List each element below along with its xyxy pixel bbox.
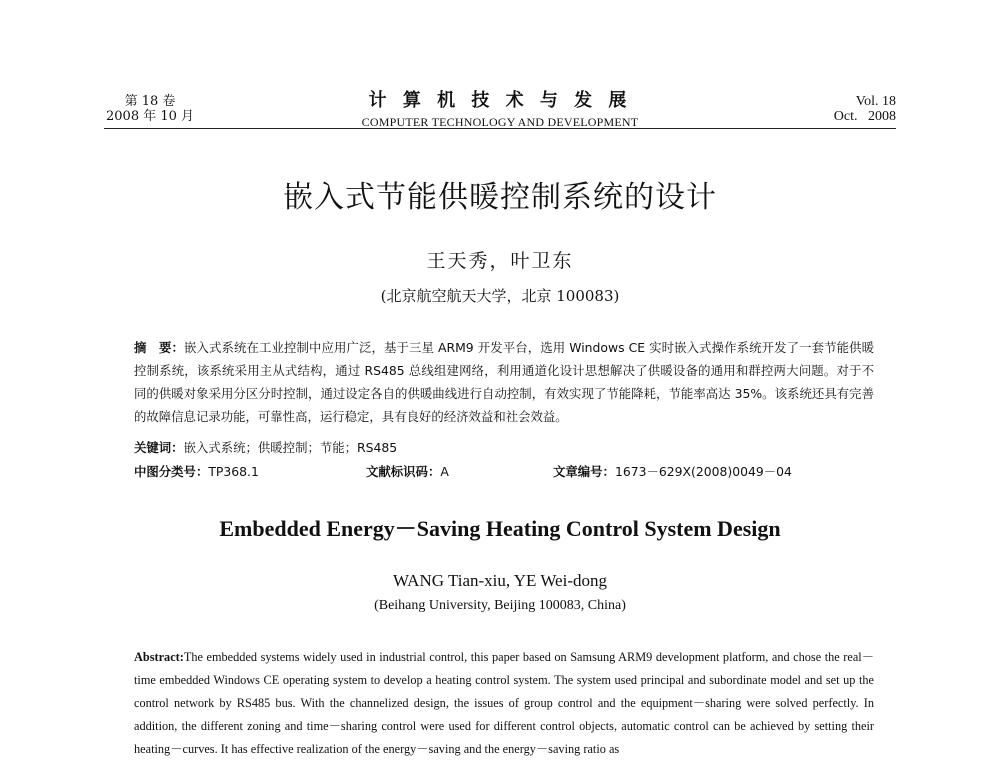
abstract-cn-label: 摘 要： [134, 340, 184, 355]
article-number-value: 1673－629X(2008)0049－04 [614, 464, 792, 479]
header-right [834, 94, 896, 124]
authors-cn: 王天秀，叶卫东 [426, 250, 574, 272]
article-number-label: 文章编号： [553, 464, 615, 479]
volume-en: Vol. 18 [855, 94, 896, 109]
article-number [553, 462, 792, 480]
keywords-cn-text: 嵌入式系统；供暖控制；节能；RS485 [183, 440, 398, 455]
keywords-cn [134, 438, 397, 456]
document-code [366, 462, 449, 480]
doc-code-value: A [440, 464, 449, 479]
paper-title-cn: 嵌入式节能供暖控制系统的设计 [283, 180, 717, 215]
journal-name-en: COMPUTER TECHNOLOGY AND DEVELOPMENT [361, 115, 639, 129]
clc-value: TP368.1 [208, 464, 259, 479]
abstract-en-label: Abstract: [134, 650, 184, 664]
doc-code-label: 文献标识码： [366, 464, 441, 479]
abstract-en [134, 646, 874, 760]
abstract-cn-text: 嵌入式系统在工业控制中应用广泛，基于三星 ARM9 开发平台，选用 Windows CE 实时嵌入式操作系统开发了一套节能供暖控制系统，该系统采用主从式结构，通过 RS485 总线组建网络，利用通道化设计思想解决了供暖设备的通用和群控两大问题。对于不同的供暖对象采用分区分时控制，通过设定各自的供暖曲线进行自动控制，有效实现了节能降耗，节能率高达 35%。该系统还具有完善的故障信息记录功能，可靠性高，运行稳定，具有良好的经济效益和社会效益。 [134, 340, 874, 424]
header-center [300, 86, 700, 130]
abstract-en-text: The embedded systems widely used in industrial control, this paper based on Samsung ARM9 development platform, and chose the real－time embedded Windows CE operating system to develop a heating control system. The system used principal and subordinate model and set up the control network by RS485 bus. With the channelized design, the issues of group control and the equipment－sharing were solved perfectly. In addition, the different zoning and time－sharing control were used for different control objects, automatic control can be achieved by setting their heating－curves. It has effective realization of the energy－saving and the energy－saving ratio as [134, 650, 874, 756]
date-en: Oct. 2008 [833, 109, 896, 124]
clc-label: 中图分类号： [134, 464, 209, 479]
keywords-cn-label: 关键词： [134, 440, 184, 455]
header-rule [104, 128, 896, 129]
affiliation-cn: (北京航空航天大学，北京 100083) [380, 287, 620, 305]
journal-name-cn: 计 算 机 技 术 与 发 展 [368, 90, 632, 111]
header-left [106, 94, 194, 124]
abstract-cn [134, 336, 874, 428]
date-cn: 2008 年 10 月 [106, 109, 195, 124]
volume-cn: 第 18 卷 [124, 94, 176, 109]
affiliation-en: (Beihang University, Beijing 100083, China) [374, 598, 626, 613]
paper-title-en: Embedded Energy－Saving Heating Control System Design [219, 516, 781, 541]
clc-number [134, 462, 259, 480]
authors-en: WANG Tian-xiu, YE Wei-dong [393, 571, 607, 590]
